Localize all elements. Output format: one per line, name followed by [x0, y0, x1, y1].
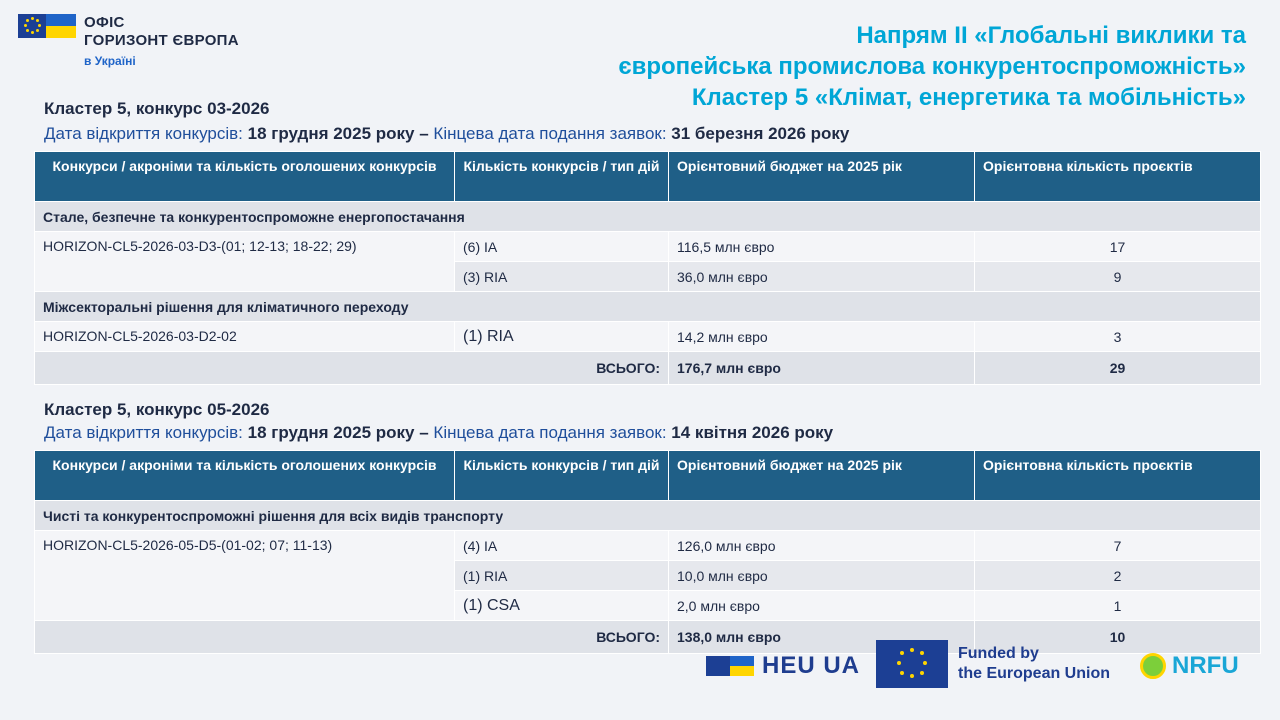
action-type: (6) IA — [455, 232, 669, 262]
total-row — [35, 352, 1261, 385]
total-projects: 10 — [975, 621, 1261, 654]
heu-ua-logo — [706, 652, 860, 680]
eu-flag-icon — [706, 656, 730, 676]
eu-ua-flags-icon — [18, 14, 76, 52]
call1-dates — [44, 124, 849, 144]
nrfu-logo — [1140, 652, 1239, 680]
call1-open-date: 18 грудня 2025 року – — [247, 124, 429, 143]
footer-logos — [700, 645, 1280, 720]
call2-deadline-label: Кінцева дата подання заявок: — [433, 423, 667, 442]
heading-line-3: Кластер 5 «Клімат, енергетика та мобільність» — [691, 84, 1246, 111]
group-row — [35, 292, 1261, 322]
total-budget: 138,0 млн євро — [669, 621, 975, 654]
header-type: Кількість конкурсів / тип дій — [455, 152, 669, 202]
nrfu-text: NRFU — [1172, 652, 1239, 679]
table-header-row — [35, 451, 1261, 501]
call2-open-date: 18 грудня 2025 року – — [247, 423, 429, 442]
call1-table — [34, 151, 1261, 385]
group-title: Міжсекторальні рішення для кліматичного переходу — [35, 292, 1261, 322]
group-row — [35, 202, 1261, 232]
page-title — [618, 20, 1246, 113]
call1-deadline-date: 31 березня 2026 року — [671, 124, 850, 143]
total-projects: 29 — [975, 352, 1261, 385]
budget-cell: 2,0 млн євро — [669, 591, 975, 621]
action-type: (1) RIA — [455, 561, 669, 591]
budget-cell: 36,0 млн євро — [669, 262, 975, 292]
call2-dates — [44, 423, 833, 443]
heading-line-2: європейська промислова конкурентоспроможність» — [618, 53, 1246, 80]
action-type: (1) CSA — [455, 591, 669, 621]
header-budget: Орієнтовний бюджет на 2025 рік — [669, 451, 975, 501]
table-row — [35, 531, 1261, 561]
header-budget: Орієнтовний бюджет на 2025 рік — [669, 152, 975, 202]
budget-cell: 10,0 млн євро — [669, 561, 975, 591]
budget-cell: 116,5 млн євро — [669, 232, 975, 262]
eu-funding-text — [958, 644, 1110, 684]
action-type: (3) RIA — [455, 262, 669, 292]
total-label: ВСЬОГО: — [35, 621, 669, 654]
header-projects: Орієнтовна кількість проєктів — [975, 451, 1261, 501]
table-header-row — [35, 152, 1261, 202]
table-row — [35, 322, 1261, 352]
call2-title: Кластер 5, конкурс 05-2026 — [44, 400, 270, 419]
header-type: Кількість конкурсів / тип дій — [455, 451, 669, 501]
eu-funding-line-2: the European Union — [958, 665, 1110, 682]
projects-cell: 17 — [975, 232, 1261, 262]
eu-emblem-icon — [876, 640, 948, 688]
eu-funding-line-1: Funded by — [958, 645, 1039, 662]
call2-deadline-date: 14 квітня 2026 року — [671, 423, 834, 442]
logo-subtitle: ГОРИЗОНТ ЄВРОПА — [84, 32, 239, 49]
projects-cell: 2 — [975, 561, 1261, 591]
call1-title: Кластер 5, конкурс 03-2026 — [44, 99, 270, 118]
action-type: (1) RIA — [455, 322, 669, 352]
budget-cell: 14,2 млн євро — [669, 322, 975, 352]
header-projects: Орієнтовна кількість проєктів — [975, 152, 1261, 202]
projects-cell: 9 — [975, 262, 1261, 292]
group-row — [35, 501, 1261, 531]
action-type: (4) IA — [455, 531, 669, 561]
call1-deadline-label: Кінцева дата подання заявок: — [433, 124, 667, 143]
logo-country: в Україні — [84, 54, 136, 68]
total-label: ВСЬОГО: — [35, 352, 669, 385]
table-row — [35, 232, 1261, 262]
header-calls: Конкурси / акроніми та кількість оголошених конкурсів — [35, 152, 455, 202]
call-code: HORIZON-CL5-2026-03-D3-(01; 12-13; 18-22; 29) — [35, 232, 455, 292]
call-code: HORIZON-CL5-2026-03-D2-02 — [35, 322, 455, 352]
total-budget: 176,7 млн євро — [669, 352, 975, 385]
group-title: Стале, безпечне та конкурентоспроможне енергопостачання — [35, 202, 1261, 232]
call2-open-label: Дата відкриття конкурсів: — [44, 423, 243, 442]
call-code: HORIZON-CL5-2026-05-D5-(01-02; 07; 11-13) — [35, 531, 455, 621]
heu-ua-text: HEU UA — [762, 652, 861, 679]
projects-cell: 7 — [975, 531, 1261, 561]
header-calls: Конкурси / акроніми та кількість оголошених конкурсів — [35, 451, 455, 501]
budget-cell: 126,0 млн євро — [669, 531, 975, 561]
projects-cell: 3 — [975, 322, 1261, 352]
group-title: Чисті та конкурентоспроможні рішення для всіх видів транспорту — [35, 501, 1261, 531]
ua-flag-icon — [730, 656, 754, 676]
nrfu-icon — [1140, 653, 1166, 679]
logo-title: ОФІС — [84, 14, 125, 31]
call1-open-label: Дата відкриття конкурсів: — [44, 124, 243, 143]
projects-cell: 1 — [975, 591, 1261, 621]
heading-line-1: Напрям II «Глобальні виклики та — [856, 22, 1246, 49]
call2-table — [34, 450, 1261, 654]
office-logo — [18, 14, 239, 70]
